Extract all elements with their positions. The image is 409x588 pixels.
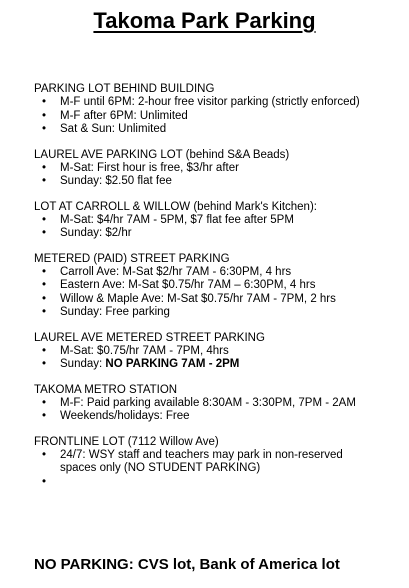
list-item: • M-Sat: First hour is free, $3/hr after bbox=[34, 162, 404, 176]
section-laurel-metered bbox=[34, 331, 404, 372]
page-title: Takoma Park Parking bbox=[93, 8, 316, 33]
section-metered-street bbox=[34, 252, 404, 320]
section-laurel-ave-lot bbox=[34, 148, 404, 189]
list-item: • Sat & Sun: Unlimited bbox=[34, 123, 404, 137]
list-item: • M-Sat: $0.75/hr 7AM - 7PM, 4hrs bbox=[34, 345, 404, 359]
section-frontline-lot bbox=[34, 435, 404, 490]
list-item: • M-Sat: $4/hr 7AM - 5PM, $7 flat fee after 5PM bbox=[34, 214, 404, 228]
list-item: • Sunday: $2.50 flat fee bbox=[34, 175, 404, 189]
section-list bbox=[34, 162, 404, 189]
list-item: • M-F until 6PM: 2-hour free visitor parking (strictly enforced) bbox=[34, 96, 404, 110]
section-lot-behind-building bbox=[34, 82, 404, 137]
list-item: • M-F after 6PM: Unlimited bbox=[34, 110, 404, 124]
list-item: • Carroll Ave: M-Sat $2/hr 7AM - 6:30PM, 4 hrs bbox=[34, 266, 404, 280]
list-item: • Weekends/holidays: Free bbox=[34, 410, 404, 424]
section-heading: METERED (PAID) STREET PARKING bbox=[34, 252, 230, 265]
section-heading: TAKOMA METRO STATION bbox=[34, 383, 178, 396]
list-item: • Willow & Maple Ave: M-Sat $0.75/hr 7AM - 7PM, 2 hrs bbox=[34, 293, 404, 307]
section-carroll-willow-lot bbox=[34, 200, 404, 241]
section-takoma-metro bbox=[34, 383, 404, 424]
section-list bbox=[34, 266, 404, 320]
list-item: • Eastern Ave: M-Sat $0.75/hr 7AM – 6:30PM, 4 hrs bbox=[34, 279, 404, 293]
section-heading: LAUREL AVE PARKING LOT (behind S&A Beads) bbox=[34, 148, 290, 161]
section-list bbox=[34, 397, 404, 424]
section-heading: LOT AT CARROLL & WILLOW (behind Mark's Kitchen): bbox=[34, 200, 317, 213]
section-list bbox=[34, 449, 404, 490]
section-list bbox=[34, 96, 404, 137]
parking-sections bbox=[34, 82, 404, 500]
list-item: • Sunday: $2/hr bbox=[34, 227, 404, 241]
list-item bbox=[34, 358, 404, 372]
section-heading: FRONTLINE LOT (7112 Willow Ave) bbox=[34, 435, 219, 448]
list-item: • Sunday: Free parking bbox=[34, 306, 404, 320]
list-item: • 24/7: WSY staff and teachers may park in non-reserved spaces only (NO STUDENT PARKING) bbox=[34, 449, 380, 476]
sunday-label: Sunday: bbox=[60, 358, 106, 370]
section-heading: PARKING LOT BEHIND BUILDING bbox=[34, 83, 215, 95]
section-heading: LAUREL AVE METERED STREET PARKING bbox=[34, 331, 265, 344]
no-parking-warning: NO PARKING 7AM - 2PM bbox=[105, 358, 240, 370]
section-list bbox=[34, 345, 404, 372]
section-list bbox=[34, 214, 404, 241]
no-parking-footer: NO PARKING: CVS lot, Bank of America lot bbox=[34, 556, 340, 573]
list-item-empty bbox=[34, 476, 404, 490]
list-item: • M-F: Paid parking available 8:30AM - 3:30PM, 7PM - 2AM bbox=[34, 397, 404, 411]
